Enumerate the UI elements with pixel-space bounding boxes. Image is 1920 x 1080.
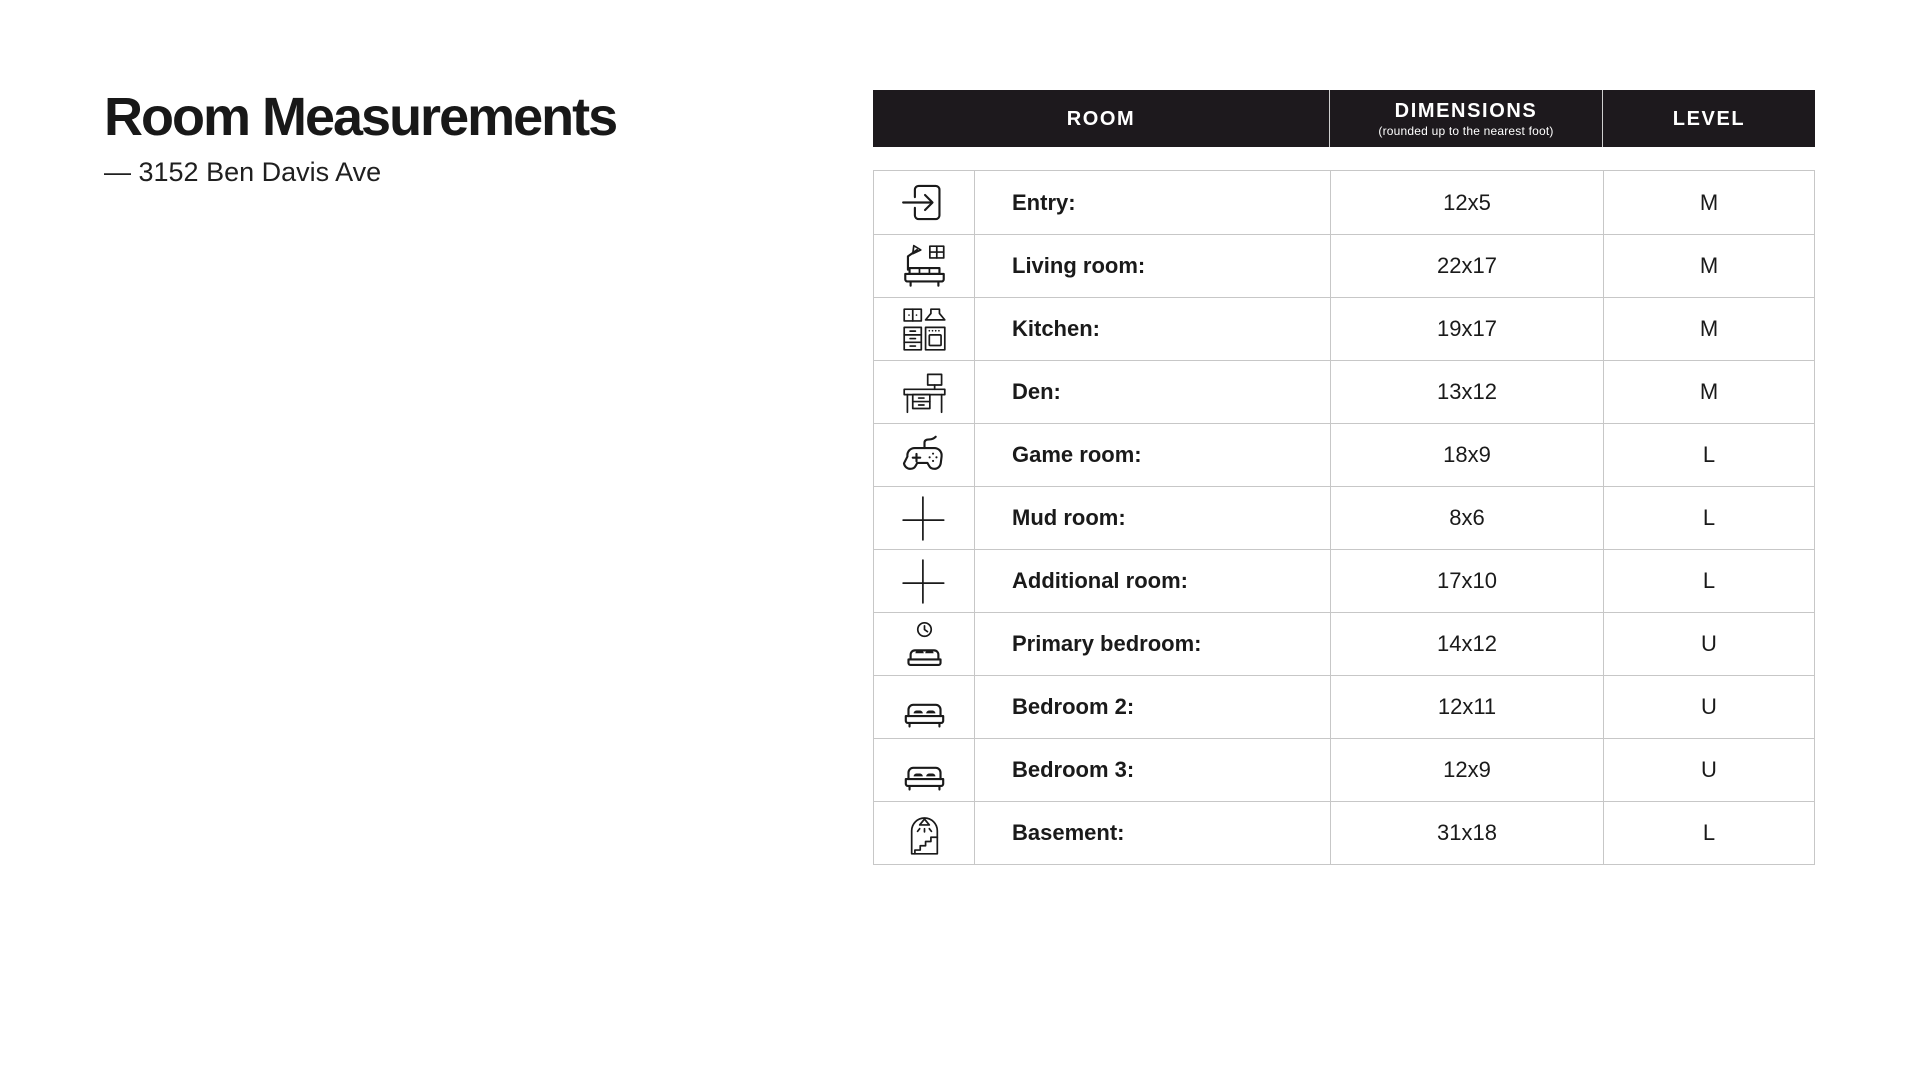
room-icon-cell xyxy=(874,613,974,675)
room-level-value: L xyxy=(1603,487,1814,549)
room-dimensions-value: 22x17 xyxy=(1330,235,1603,297)
room-icon-cell xyxy=(874,361,974,423)
room-dimensions-value: 14x12 xyxy=(1330,613,1603,675)
bed-icon xyxy=(901,747,948,794)
room-name-label: Kitchen: xyxy=(974,298,1330,360)
room-name-label: Primary bedroom: xyxy=(974,613,1330,675)
room-level-value: U xyxy=(1603,676,1814,738)
table-header xyxy=(873,90,1815,147)
desk-icon xyxy=(901,369,948,416)
basement-stairs-icon xyxy=(901,810,948,857)
room-icon-cell xyxy=(874,298,974,360)
table-row xyxy=(874,360,1814,423)
room-level-value: M xyxy=(1603,235,1814,297)
page-subtitle: — 3152 Ben Davis Ave xyxy=(104,157,382,187)
room-icon-cell xyxy=(874,487,974,549)
room-dimensions-value: 12x9 xyxy=(1330,739,1603,801)
room-name-label: Additional room: xyxy=(974,550,1330,612)
gamepad-icon xyxy=(901,432,948,479)
room-dimensions-value: 13x12 xyxy=(1330,361,1603,423)
room-level-value: L xyxy=(1603,550,1814,612)
room-name-label: Bedroom 3: xyxy=(974,739,1330,801)
page-title: Room Measurements xyxy=(104,87,617,147)
room-level-value: L xyxy=(1603,802,1814,864)
room-name-label: Basement: xyxy=(974,802,1330,864)
room-level-value: L xyxy=(1603,424,1814,486)
table-row xyxy=(874,549,1814,612)
door-enter-icon xyxy=(901,179,948,226)
room-dimensions-value: 8x6 xyxy=(1330,487,1603,549)
room-name-label: Entry: xyxy=(974,171,1330,234)
table-row xyxy=(874,423,1814,486)
table-row xyxy=(874,738,1814,801)
column-header-room xyxy=(873,90,1329,147)
room-icon-cell xyxy=(874,676,974,738)
table-row xyxy=(874,234,1814,297)
column-header-dimensions xyxy=(1329,90,1602,147)
room-icon-cell xyxy=(874,171,974,234)
table-row xyxy=(874,486,1814,549)
room-name-label: Bedroom 2: xyxy=(974,676,1330,738)
room-measurements-table xyxy=(873,90,1815,865)
room-name-label: Game room: xyxy=(974,424,1330,486)
room-dimensions-value: 12x11 xyxy=(1330,676,1603,738)
room-dimensions-value: 18x9 xyxy=(1330,424,1603,486)
table-row xyxy=(874,171,1814,234)
room-dimensions-value: 17x10 xyxy=(1330,550,1603,612)
cross-icon xyxy=(901,495,948,542)
sofa-icon xyxy=(901,243,948,290)
room-icon-cell xyxy=(874,550,974,612)
room-icon-cell xyxy=(874,802,974,864)
dimensions-header-label: DIMENSIONS xyxy=(1394,99,1538,122)
bed-icon xyxy=(901,684,948,731)
cross-icon xyxy=(901,558,948,605)
room-level-value: M xyxy=(1603,171,1814,234)
room-name-label: Den: xyxy=(974,361,1330,423)
bed-clock-icon xyxy=(901,621,948,668)
table-body xyxy=(873,170,1815,865)
table-row xyxy=(874,675,1814,738)
room-level-value: U xyxy=(1603,739,1814,801)
room-name-label: Living room: xyxy=(974,235,1330,297)
table-row xyxy=(874,801,1814,864)
level-header-label: LEVEL xyxy=(1672,107,1746,130)
room-header-label: ROOM xyxy=(1066,107,1136,130)
room-dimensions-value: 19x17 xyxy=(1330,298,1603,360)
kitchen-icon xyxy=(901,306,948,353)
room-icon-cell xyxy=(874,739,974,801)
table-row xyxy=(874,612,1814,675)
column-header-level xyxy=(1602,90,1815,147)
room-level-value: M xyxy=(1603,361,1814,423)
title-block xyxy=(104,87,617,188)
table-row xyxy=(874,297,1814,360)
room-dimensions-value: 12x5 xyxy=(1330,171,1603,234)
room-name-label: Mud room: xyxy=(974,487,1330,549)
room-level-value: U xyxy=(1603,613,1814,675)
room-icon-cell xyxy=(874,235,974,297)
room-dimensions-value: 31x18 xyxy=(1330,802,1603,864)
room-level-value: M xyxy=(1603,298,1814,360)
dimensions-header-note: (rounded up to the nearest foot) xyxy=(1378,123,1554,138)
room-icon-cell xyxy=(874,424,974,486)
